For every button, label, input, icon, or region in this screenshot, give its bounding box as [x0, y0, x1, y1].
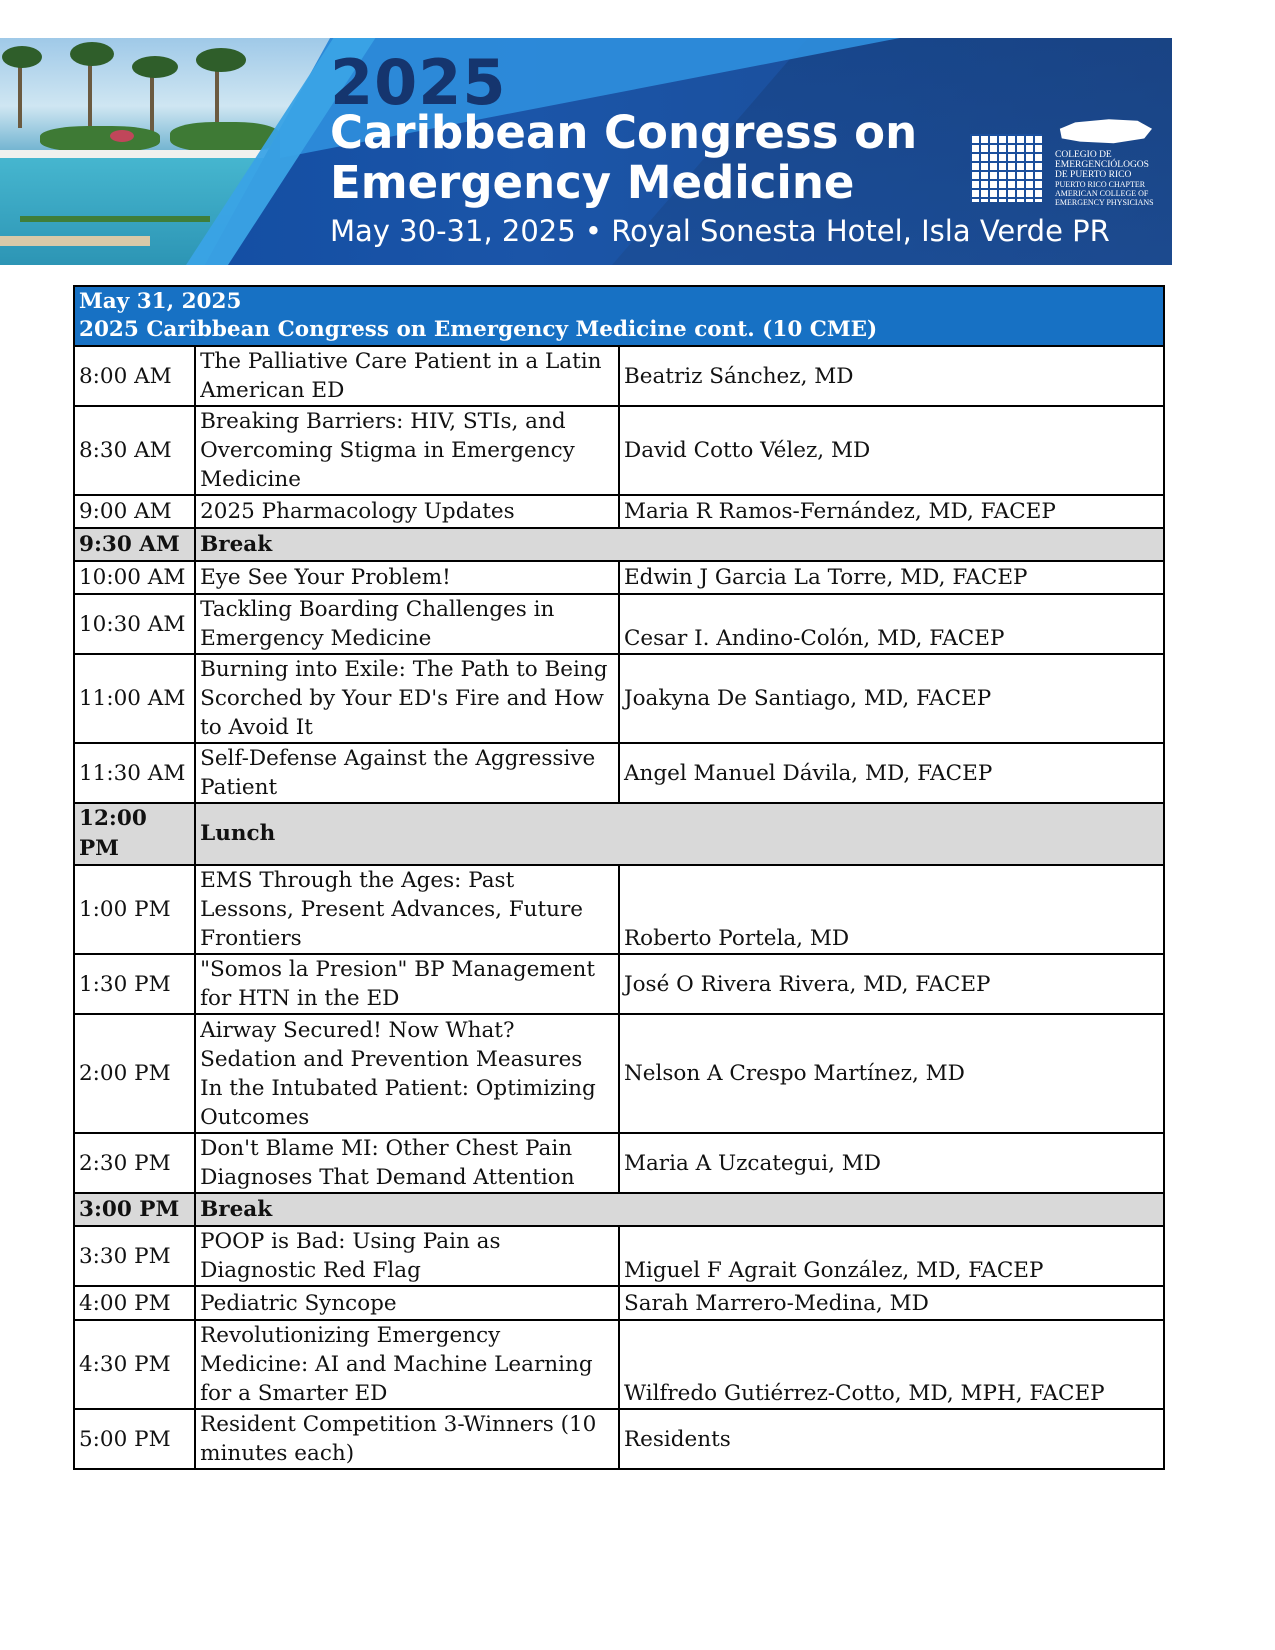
schedule-date: May 31, 2025 — [79, 289, 242, 314]
session-title: Resident Competition 3-Winners (10 minutes each) — [195, 1409, 619, 1469]
palm-trunk — [18, 58, 22, 128]
college-logo-text — [1055, 150, 1170, 207]
session-time: 4:30 PM — [74, 1320, 195, 1409]
palm-tree — [132, 56, 178, 78]
session-time: 5:00 PM — [74, 1409, 195, 1469]
session-time: 8:30 AM — [74, 406, 195, 495]
session-speaker: Residents — [619, 1409, 1164, 1469]
session-title: The Palliative Care Patient in a Latin American ED — [195, 346, 619, 406]
session-speaker: Beatriz Sánchez, MD — [619, 346, 1164, 406]
table-row — [74, 1133, 1164, 1193]
table-row — [74, 743, 1164, 803]
session-title: Revolutionizing Emergency Medicine: AI and Machine Learning for a Smarter ED — [195, 1320, 619, 1409]
session-time: 2:30 PM — [74, 1133, 195, 1193]
session-speaker: Roberto Portela, MD — [619, 865, 1164, 954]
break-time: 12:00 PM — [74, 803, 195, 865]
schedule-heading: 2025 Caribbean Congress on Emergency Medicine cont. (10 CME) — [79, 317, 878, 342]
schedule-table — [73, 285, 1165, 1470]
pool-lounge-row — [20, 216, 210, 222]
session-title: Breaking Barriers: HIV, STIs, and Overcoming Stigma in Emergency Medicine — [195, 406, 619, 495]
session-speaker: Cesar I. Andino-Colón, MD, FACEP — [619, 594, 1164, 654]
break-time: 3:00 PM — [74, 1193, 195, 1226]
pool-edge — [0, 236, 150, 246]
banner-title-line-1: Caribbean Congress on — [330, 106, 918, 159]
break-row — [74, 803, 1164, 865]
session-speaker: Maria R Ramos-Fernández, MD, FACEP — [619, 495, 1164, 528]
session-title: Burning into Exile: The Path to Being Scorched by Your ED's Fire and How to Avoid It — [195, 654, 619, 743]
table-row — [74, 561, 1164, 594]
table-row — [74, 954, 1164, 1014]
session-time: 4:00 PM — [74, 1286, 195, 1320]
session-time: 11:00 AM — [74, 654, 195, 743]
session-title: Don't Blame MI: Other Chest Pain Diagnoses That Demand Attention — [195, 1133, 619, 1193]
schedule-header-row — [74, 286, 1164, 346]
table-row — [74, 1320, 1164, 1409]
table-row — [74, 346, 1164, 406]
table-row — [74, 594, 1164, 654]
break-label: Lunch — [195, 803, 1164, 865]
session-title: Eye See Your Problem! — [195, 561, 619, 594]
session-title: Self-Defense Against the Aggressive Patient — [195, 743, 619, 803]
session-speaker: Wilfredo Gutiérrez-Cotto, MD, MPH, FACEP — [619, 1320, 1164, 1409]
conference-banner — [0, 38, 1172, 265]
logo-line: DE PUERTO RICO — [1055, 170, 1132, 180]
break-row — [74, 528, 1164, 561]
flower-bed — [110, 130, 134, 142]
banner-title-line-2: Emergency Medicine — [330, 156, 855, 209]
break-time: 9:30 AM — [74, 528, 195, 561]
session-speaker: Miguel F Agrait González, MD, FACEP — [619, 1226, 1164, 1286]
session-speaker: Maria A Uzcategui, MD — [619, 1133, 1164, 1193]
palm-trunk — [150, 68, 154, 138]
session-title: Tackling Boarding Challenges in Emergency Medicine — [195, 594, 619, 654]
logo-line: EMERGENCY PHYSICIANS — [1055, 198, 1154, 207]
session-time: 2:00 PM — [74, 1014, 195, 1133]
logo-line: EMERGENCIÓLOGOS — [1055, 160, 1149, 170]
session-time: 9:00 AM — [74, 495, 195, 528]
table-row — [74, 1014, 1164, 1133]
palm-tree — [2, 46, 42, 68]
session-title: Airway Secured! Now What? Sedation and Prevention Measures In the Intubated Patient: Optimizing Outcomes — [195, 1014, 619, 1133]
table-row — [74, 1409, 1164, 1469]
session-title: "Somos la Presion" BP Management for HTN in the ED — [195, 954, 619, 1014]
break-label: Break — [195, 1193, 1164, 1226]
break-row — [74, 1193, 1164, 1226]
banner-year: 2025 — [330, 46, 507, 119]
session-title: 2025 Pharmacology Updates — [195, 495, 619, 528]
session-speaker: David Cotto Vélez, MD — [619, 406, 1164, 495]
banner-subtitle: May 30-31, 2025 • Royal Sonesta Hotel, Isla Verde PR — [330, 214, 1110, 248]
palm-tree — [196, 48, 246, 72]
logo-line: PUERTO RICO CHAPTER — [1055, 180, 1146, 189]
table-row — [74, 654, 1164, 743]
logo-line: COLEGIO DE — [1055, 150, 1112, 160]
palm-tree — [70, 42, 114, 66]
college-logo-grid-icon — [970, 134, 1042, 202]
table-row — [74, 406, 1164, 495]
table-row — [74, 495, 1164, 528]
table-row — [74, 1286, 1164, 1320]
session-time: 10:30 AM — [74, 594, 195, 654]
session-speaker: José O Rivera Rivera, MD, FACEP — [619, 954, 1164, 1014]
logo-line: AMERICAN COLLEGE OF — [1055, 189, 1149, 198]
table-row — [74, 1226, 1164, 1286]
session-title: POOP is Bad: Using Pain as Diagnostic Red Flag — [195, 1226, 619, 1286]
session-speaker: Edwin J Garcia La Torre, MD, FACEP — [619, 561, 1164, 594]
banner-title — [330, 108, 917, 208]
session-speaker: Joakyna De Santiago, MD, FACEP — [619, 654, 1164, 743]
session-time: 10:00 AM — [74, 561, 195, 594]
schedule-header — [74, 286, 1164, 346]
session-time: 1:00 PM — [74, 865, 195, 954]
table-row — [74, 865, 1164, 954]
session-title: EMS Through the Ages: Past Lessons, Present Advances, Future Frontiers — [195, 865, 619, 954]
session-speaker: Angel Manuel Dávila, MD, FACEP — [619, 743, 1164, 803]
session-time: 3:30 PM — [74, 1226, 195, 1286]
session-speaker: Nelson A Crespo Martínez, MD — [619, 1014, 1164, 1133]
session-time: 1:30 PM — [74, 954, 195, 1014]
session-speaker: Sarah Marrero-Medina, MD — [619, 1286, 1164, 1320]
break-label: Break — [195, 528, 1164, 561]
session-time: 8:00 AM — [74, 346, 195, 406]
session-time: 11:30 AM — [74, 743, 195, 803]
hedge — [40, 126, 160, 152]
session-title: Pediatric Syncope — [195, 1286, 619, 1320]
